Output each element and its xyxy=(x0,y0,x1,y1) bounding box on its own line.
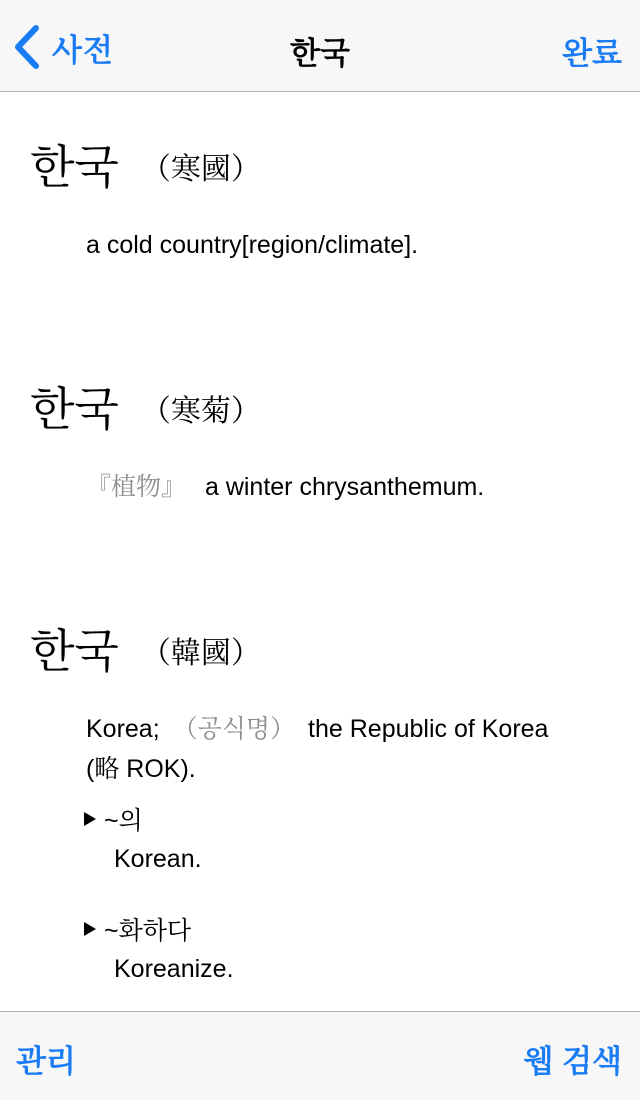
subentry-headword: ~의 xyxy=(104,807,143,835)
page-title: 한국 xyxy=(290,36,350,71)
back-button-label: 사전 xyxy=(52,32,114,68)
web-search-button[interactable]: 웹 검색 xyxy=(523,1044,622,1079)
entry-definition xyxy=(86,709,596,789)
back-button[interactable] xyxy=(14,24,114,70)
chevron-left-icon xyxy=(14,25,40,69)
definition-line-1 xyxy=(86,709,596,749)
bottom-toolbar xyxy=(0,1011,640,1100)
entry-headword: 한국 xyxy=(30,383,119,435)
entry-hanja: （寒國） xyxy=(140,153,261,186)
entry-headword: 한국 xyxy=(30,141,119,193)
subentry-definition: Koreanize. xyxy=(114,955,234,983)
entry-headline xyxy=(30,373,261,439)
entry-headline xyxy=(30,131,261,197)
entry-hanja: （韓國） xyxy=(140,637,261,670)
subentry-head xyxy=(84,911,191,947)
entry-headword: 한국 xyxy=(30,625,119,677)
entry-definition-line xyxy=(86,467,596,507)
entry-headline xyxy=(30,615,261,681)
subentry-headword: ~화하다 xyxy=(104,917,192,945)
definition-text: Korea; xyxy=(86,715,160,743)
manage-button[interactable]: 관리 xyxy=(16,1044,76,1079)
subentry-definition: Korean. xyxy=(114,845,202,873)
entry-definition: a cold country[region/climate]. xyxy=(86,231,419,259)
official-name-label: （공식명） xyxy=(172,715,296,743)
navigation-bar xyxy=(0,0,640,92)
definition-line-2: (略 ROK). xyxy=(86,755,196,783)
triangle-right-icon xyxy=(84,922,96,936)
entry-hanja: （寒菊） xyxy=(140,395,261,428)
dictionary-content[interactable] xyxy=(0,93,640,1011)
subentry-head xyxy=(84,801,143,837)
triangle-right-icon xyxy=(84,812,96,826)
done-button[interactable]: 완료 xyxy=(562,36,622,71)
field-label: 『植物』 xyxy=(86,473,187,501)
definition-text: the Republic of Korea xyxy=(308,715,549,743)
entry-definition: a winter chrysanthemum. xyxy=(204,473,485,501)
